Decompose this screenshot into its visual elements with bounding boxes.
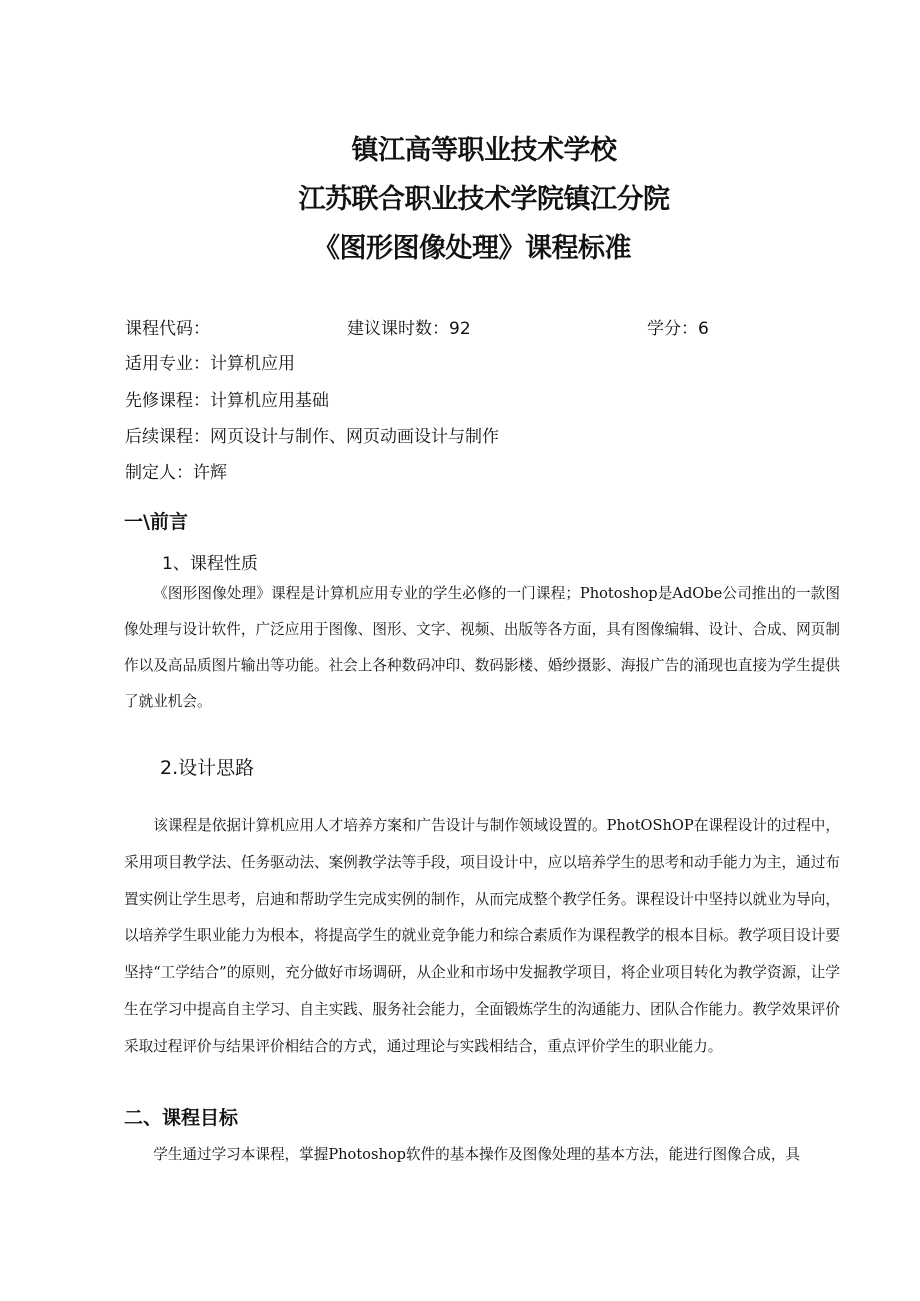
course-credit: 学分：6 <box>647 319 709 339</box>
follow-up-courses: 后续课程：网页设计与制作、网页动画设计与制作 <box>125 427 499 447</box>
course-goals-paragraph: 学生通过学习本课程，掌握Photoshop软件的基本操作及图像处理的基本方法，能进行图像合成，具 <box>153 1146 801 1163</box>
subsection-heading-design-idea: 2.设计思路 <box>160 757 255 779</box>
prerequisite-course: 先修课程：计算机应用基础 <box>125 391 329 411</box>
school-name-title: 镇江高等职业技术学校 <box>351 135 617 166</box>
applicable-major: 适用专业：计算机应用 <box>125 354 295 374</box>
suggested-hours: 建议课时数：92 <box>347 319 471 339</box>
branch-name-title: 江苏联合职业技术学院镇江分院 <box>298 184 670 215</box>
section-heading-course-goals: 二、课程目标 <box>124 1107 239 1129</box>
course-standard-title: 《图形图像处理》课程标准 <box>313 233 631 264</box>
course-code-label: 课程代码： <box>125 319 210 339</box>
course-nature-paragraph: 《图形图像处理》课程是计算机应用专业的学生必修的一门课程；Photoshop是AdObe公司推出的一款图像处理与设计软件，广泛应用于图像、图形、文字、视频、出版等各方面，具有图像编辑、设计、合成、网页制作以及高品质图片输出等功能。社会上各种数码冲印、数码影楼、婚纱摄影、海报广告的涌现也直接为学生提供了就业机会。 <box>124 585 840 710</box>
subsection-heading-course-nature: 1、课程性质 <box>162 554 258 574</box>
section-heading-preface: 一\前言 <box>124 511 188 533</box>
author: 制定人：许辉 <box>125 463 227 483</box>
design-idea-paragraph: 该课程是依据计算机应用人才培养方案和广告设计与制作领域设置的。PhotOShOP在课程设计的过程中，采用项目教学法、任务驱动法、案例教学法等手段，项目设计中，应以培养学生的思考和动手能力为主，通过布置实例让学生思考，启迪和帮助学生完成实例的制作，从而完成整个教学任务。课程设计中坚持以就业为导向，以培养学生职业能力为根本，将提高学生的就业竞争能力和综合素质作为课程教学的根本目标。教学项目设计要坚持“工学结合”的原则，充分做好市场调研，从企业和市场中发掘教学项目，将企业项目转化为教学资源，让学生在学习中提高自主学习、自主实践、服务社会能力，全面锻炼学生的沟通能力、团队合作能力。教学效果评价采取过程评价与结果评价相结合的方式，通过理论与实践相结合，重点评价学生的职业能力。 <box>124 817 840 1055</box>
